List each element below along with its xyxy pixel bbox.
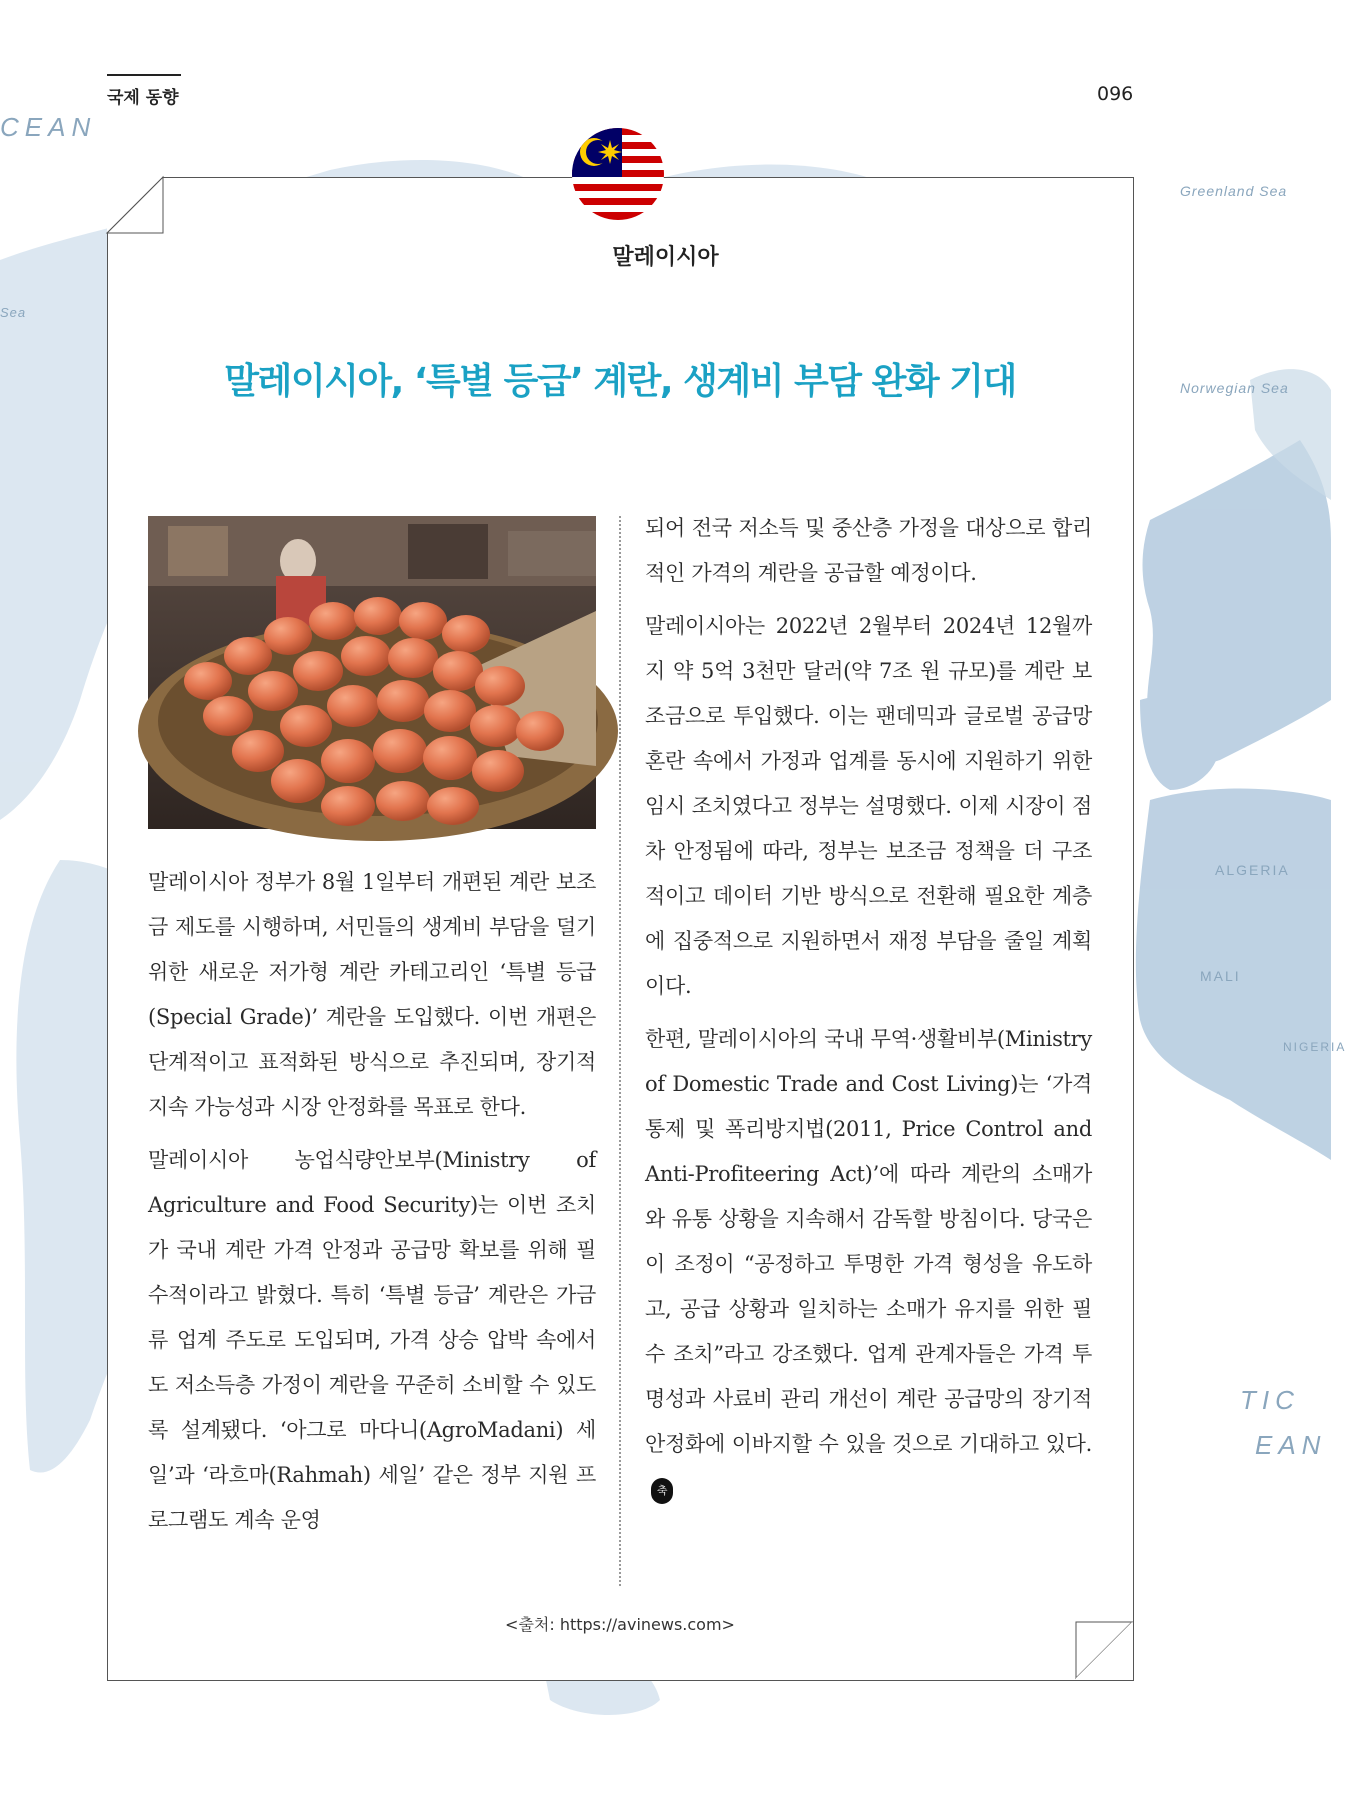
map-label-norwegian-sea: Norwegian Sea [1180,380,1289,396]
end-mark-icon: 축 [651,1478,673,1504]
paragraph-left-1: 말레이시아 정부가 8월 1일부터 개편된 계란 보조금 제도를 시행하며, 서민들의 생계비 부담을 덜기 위한 새로운 저가형 계란 카테고리인 ‘특별 등급(Special Grade)’ 계란을 도입했다. 이번 개편은 단계적이고 표적화된 방식으로 추진되며, 장기적 지속 가능성과 시장 안정화를 목표로 한다. [148,870,596,1119]
paragraph-right-2: 말레이시아는 2022년 2월부터 2024년 12월까지 약 5억 3천만 달러(약 7조 원 규모)를 계란 보조금으로 투입했다. 이는 팬데믹과 글로벌 공급망 혼란 속에서 가정과 업계를 동시에 지원하기 위한 임시 조치였다고 정부는 설명했다. 이제 시장이 점차 안정됨에 따라, 정부는 보조금 정책을 더 구조적이고 데이터 기반 방식으로 전환해 필요한 계층에 집중적으로 지원하면서 재정 부담을 줄일 계획이다. [645,614,1092,998]
paragraph-right-3-text: 한편, 말레이시아의 국내 무역·생활비부(Ministry of Domestic Trade and Cost Living)는 ‘가격통제 및 폭리방지법(2011, Price Control and Anti-Profiteering Act)’에 따라 계란의 소매가와 유통 상황을 지속해서 감독할 방침이다. 당국은 이 조정이 “공정하고 투명한 가격 형성을 유도하고, 공급 상황과 일치하는 소매가 유지를 위한 필수 조치”라고 강조했다. 업계 관계자들은 가격 투명성과 사료비 관리 개선이 계란 공급망의 장기적 안정화에 이바지할 수 있을 것으로 기대하고 있다. [645,1027,1092,1456]
map-label-nigeria: NIGERIA [1283,1040,1346,1054]
country-name: 말레이시아 [612,245,719,270]
eggs-basket-photo [148,516,596,829]
map-label-ocean-right-2: EAN [1255,1430,1327,1460]
section-label: 국제 동향 [107,88,179,108]
paragraph-left-2: 말레이시아 농업식량안보부(Ministry of Agriculture and Food Security)는 이번 조치가 국내 계란 가격 안정과 공급망 확보를 위해 필수적이라고 밝혔다. 특히 ‘특별 등급’ 계란은 가금류 업계 주도로 도입되며, 가격 상승 압박 속에서도 저소득층 가정이 계란을 꾸준히 소비할 수 있도록 설계됐다. ‘아그로 마다니(AgroMadani) 세일’과 ‘라흐마(Rahmah) 세일’ 같은 정부 지원 프로그램도 계속 운영 [148,1148,596,1532]
page-number: 096 [1097,83,1134,105]
paragraph-right-1: 되어 전국 저소득 및 중산층 가정을 대상으로 합리적인 가격의 계란을 공급할 예정이다. [645,516,1092,585]
map-label-algeria: ALGERIA [1215,862,1290,878]
map-label-ocean: CEAN [0,112,97,142]
article-title: 말레이시아, ‘특별 등급’ 계란, 생계비 부담 완화 기대 [224,361,1016,402]
paragraph-right-3 [645,1017,1092,1512]
map-label-greenland-sea: Greenland Sea [1180,183,1288,199]
map-label-mali: MALI [1200,968,1241,984]
source-citation: <출처: https://avinews.com> [505,1615,735,1634]
header-rule [107,74,181,76]
article-column-left [148,860,596,1551]
map-label-sea: Sea [0,305,27,320]
column-divider [619,516,621,1586]
malaysia-flag-icon [572,128,664,220]
article-column-right [645,506,1092,1520]
page-fold-top-left [107,177,167,237]
map-label-ocean-right-1: TIC [1240,1385,1300,1415]
